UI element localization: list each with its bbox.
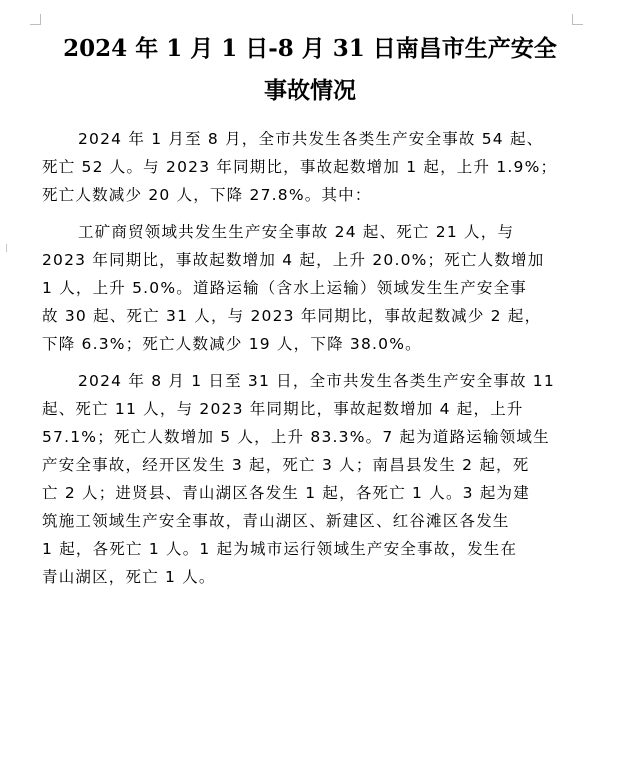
paragraph-line: 亡 2 人；进贤县、青山湖区各发生 1 起，各死亡 1 人。3 起为建 [42,484,530,502]
paragraph-line: 1 起，各死亡 1 人。1 起为城市运行领域生产安全事故，发生在 [42,540,518,558]
paragraph-line: 故 30 起、死亡 31 人，与 2023 年同期比，事故起数减少 2 起， [42,307,542,325]
paragraph-line: 2023 年同期比，事故起数增加 4 起，上升 20.0%；死亡人数增加 [42,251,545,269]
paragraph-summary [42,125,574,209]
crop-mark-top-right [572,14,583,25]
paragraph-line: 57.1%；死亡人数增加 5 人，上升 83.3%。7 起为道路运输领域生 [42,428,550,446]
paragraph-line: 青山湖区，死亡 1 人。 [42,568,216,586]
paragraph-line: 工矿商贸领域共发生生产安全事故 24 起、死亡 21 人，与 [78,223,515,241]
margin-tick [6,244,7,252]
paragraph-line: 死亡 52 人。与 2023 年同期比，事故起数增加 1 起，上升 1.9%； [42,158,558,176]
document-title-line-1: 2024 年 1 月 1 日-8 月 31 日南昌市生产安全 [63,35,557,62]
paragraph-line: 筑施工领域生产安全事故，青山湖区、新建区、红谷滩区各发生 [42,512,510,530]
paragraph-line: 起、死亡 11 人，与 2023 年同期比，事故起数增加 4 起，上升 [42,400,524,418]
paragraph-line: 1 人，上升 5.0%。道路运输（含水上运输）领域发生生产安全事 [42,279,527,297]
crop-mark-top-left [30,14,41,25]
paragraph-line: 2024 年 8 月 1 日至 31 日，全市共发生各类生产安全事故 11 [78,372,555,390]
paragraph-line: 产安全事故，经开区发生 3 起，死亡 3 人；南昌县发生 2 起，死 [42,456,530,474]
paragraph-line: 2024 年 1 月至 8 月，全市共发生各类生产安全事故 54 起、 [78,130,544,148]
document-body [42,125,574,600]
paragraph-line: 死亡人数减少 20 人，下降 27.8%。其中： [42,186,372,204]
paragraph-august-details [42,367,574,591]
paragraph-sector-breakdown [42,218,574,358]
document-title-line-2: 事故情况 [264,77,356,104]
paragraph-line: 下降 6.3%；死亡人数减少 19 人，下降 38.0%。 [42,335,422,353]
